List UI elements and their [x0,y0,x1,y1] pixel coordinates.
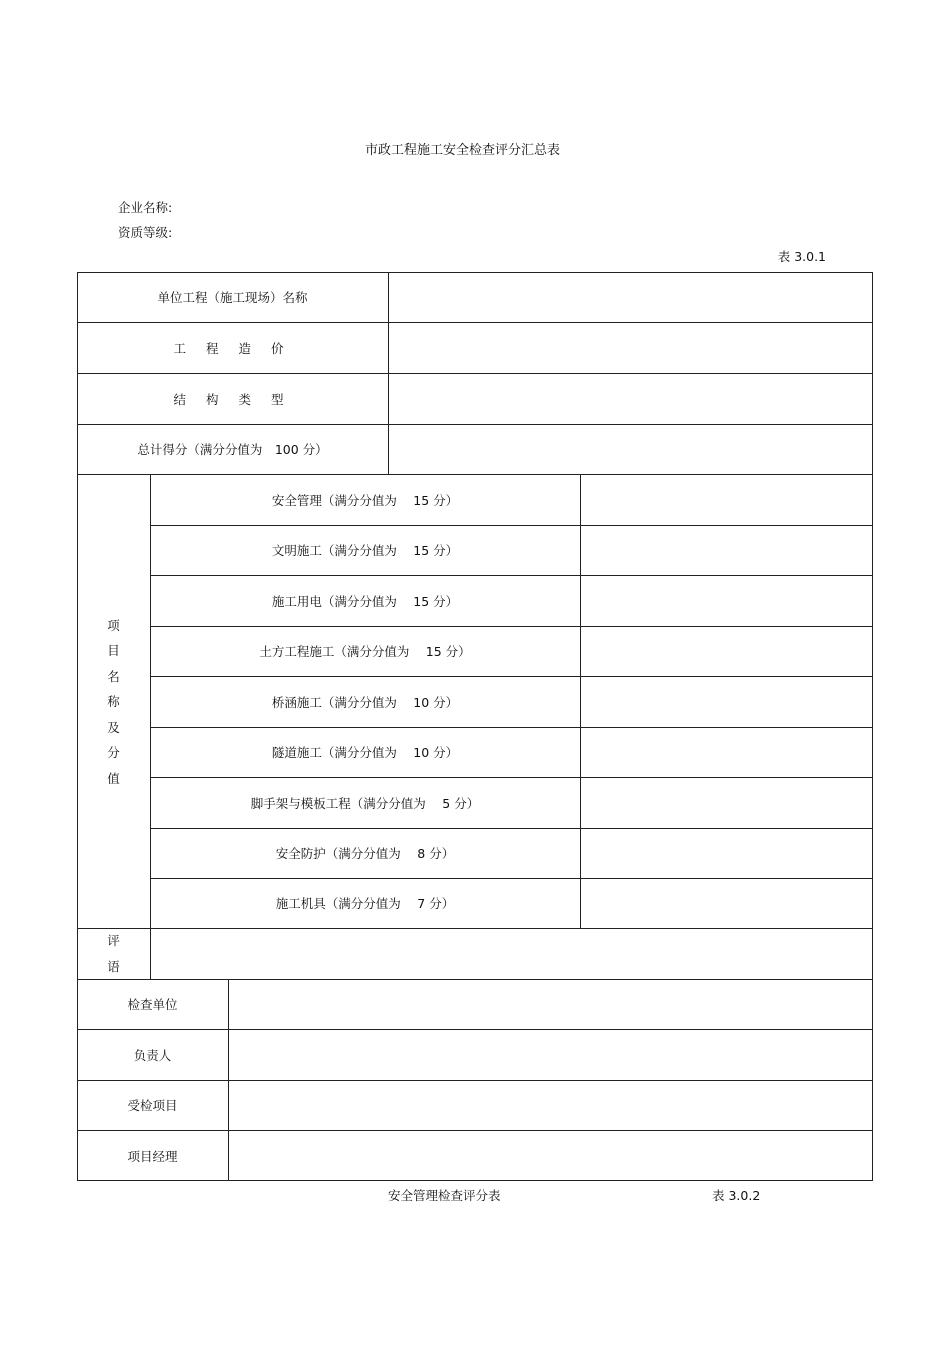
header-label: 单位工程（施工现场）名称 [157,290,308,305]
item-row-electricity [150,575,580,626]
header-row-total-score [77,424,388,474]
item-label: 安全管理（满分分值为 15 分） [271,492,459,508]
item-score-cell[interactable] [581,727,873,777]
project-name-value-cell[interactable] [389,272,873,322]
item-label: 施工机具（满分分值为 7 分） [275,896,455,911]
qualification-label: 资质等级: [118,225,173,240]
item-row-machinery [150,878,580,928]
sign-label: 项目经理 [127,1148,178,1164]
item-row-safety-management [150,474,580,525]
sign-value-cell[interactable] [229,979,873,1029]
header-label: 结 构 类 型 [173,391,292,407]
item-row-scaffold-formwork [150,777,580,828]
group-label-char: 目 [107,643,120,659]
item-label: 脚手架与模板工程（满分分值为 5 分） [250,795,480,811]
next-table-number: 表 3.0.2 [712,1188,761,1203]
item-row-civilized-construction [150,525,580,575]
header-row-structure [77,373,388,424]
header-row-project-name [77,272,388,322]
item-score-cell[interactable] [581,828,873,878]
item-label: 隧道施工（满分分值为 10 分） [271,745,459,760]
group-label-char: 值 [107,770,120,786]
sign-label: 受检项目 [127,1098,178,1113]
sign-row-inspection-unit [77,979,228,1029]
group-label-char: 分 [107,745,120,761]
group-label-char: 称 [107,694,120,710]
group-label-char: 名 [107,668,120,684]
item-row-earthwork [150,626,580,676]
comment-label [77,928,150,979]
item-score-cell[interactable] [581,777,873,828]
company-name-label: 企业名称: [118,200,173,215]
group-label-char: 项 [107,617,120,633]
sign-row-project-manager [77,1130,228,1181]
item-label: 土方工程施工（满分分值为 15 分） [259,644,471,659]
sign-label: 负责人 [133,1047,172,1063]
table-number: 表 3.0.1 [777,249,826,264]
item-score-cell[interactable] [581,525,873,575]
item-score-cell[interactable] [581,676,873,727]
item-score-cell[interactable] [581,575,873,626]
next-table-title: 安全管理检查评分表 [388,1188,501,1203]
item-score-cell[interactable] [581,474,873,525]
comment-value-cell[interactable] [151,928,873,979]
header-label: 工 程 造 价 [173,340,292,356]
cost-value-cell[interactable] [389,322,873,373]
item-label: 桥涵施工（满分分值为 10 分） [271,694,459,710]
item-score-cell[interactable] [581,626,873,676]
item-label: 施工用电（满分分值为 15 分） [271,593,459,609]
sign-row-inspected-project [77,1080,228,1130]
sign-value-cell[interactable] [229,1080,873,1130]
header-row-cost [77,322,388,373]
sign-value-cell[interactable] [229,1130,873,1181]
header-label: 总计得分（满分分值为 100 分） [137,442,328,457]
page-title: 市政工程施工安全检查评分汇总表 [364,143,560,158]
item-row-safety-protection [150,828,580,878]
group-label-char: 及 [107,719,120,735]
item-label: 文明施工（满分分值为 15 分） [271,543,459,558]
item-row-bridge-culvert [150,676,580,727]
item-label: 安全防护（满分分值为 8 分） [275,846,455,861]
items-group-label [77,612,150,792]
sign-row-responsible-person [77,1029,228,1080]
sign-label: 检查单位 [127,997,178,1012]
item-row-tunnel [150,727,580,777]
comment-label-char: 语 [107,958,120,974]
total-score-value-cell[interactable] [389,424,873,474]
comment-label-char: 评 [107,933,120,948]
sign-value-cell[interactable] [229,1029,873,1080]
structure-value-cell[interactable] [389,373,873,424]
item-score-cell[interactable] [581,878,873,928]
